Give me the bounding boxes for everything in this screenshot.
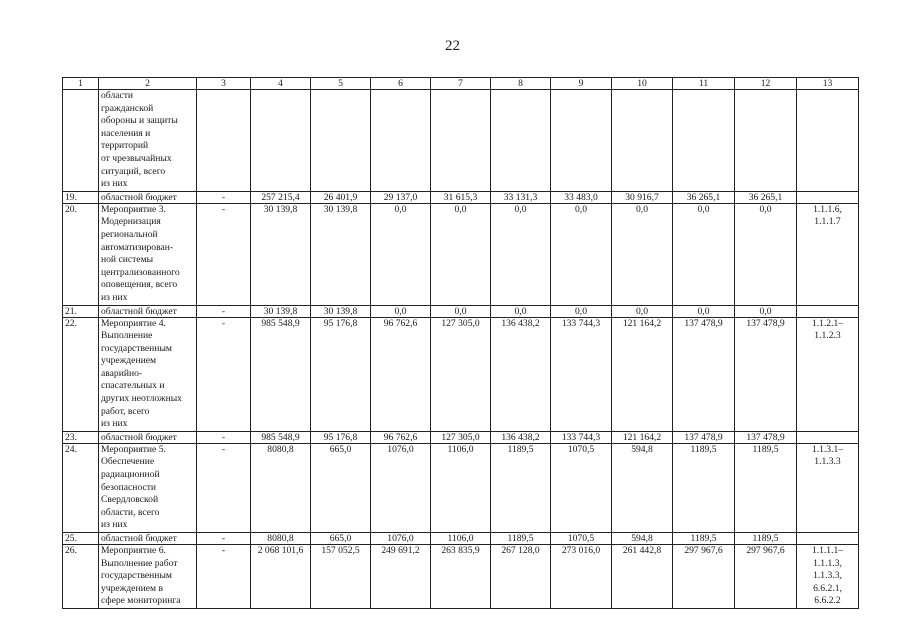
table-row (63, 533, 859, 545)
row-value: 0,0 (371, 305, 431, 317)
row-label: областной бюджет (99, 431, 197, 443)
row-value: 0,0 (431, 203, 491, 305)
row-value (431, 90, 491, 192)
row-value: 0,0 (673, 203, 735, 305)
column-header-6: 6 (371, 78, 431, 90)
row-value: 985 548,9 (251, 317, 311, 431)
table-row (63, 203, 859, 305)
row-value: 0,0 (491, 203, 551, 305)
row-value: 665,0 (311, 443, 371, 532)
row-label: Мероприятие 5. Обеспечение радиационной безопасности Свердловской области, всего из них (99, 443, 197, 532)
column-header-7: 7 (431, 78, 491, 90)
row-number: 24. (63, 443, 99, 532)
row-number: 22. (63, 317, 99, 431)
row-value (735, 90, 797, 192)
row-value: 1070,5 (551, 533, 612, 545)
row-value: 263 835,9 (431, 545, 491, 609)
row-source-mark (197, 90, 251, 192)
row-value: 8080,8 (251, 443, 311, 532)
row-label: областной бюджет (99, 533, 197, 545)
row-source-mark: - (197, 191, 251, 203)
column-header-11: 11 (673, 78, 735, 90)
row-value: 30 139,8 (311, 203, 371, 305)
row-value: 1106,0 (431, 533, 491, 545)
row-value: 8080,8 (251, 533, 311, 545)
row-value: 136 438,2 (491, 317, 551, 431)
row-value: 594,8 (612, 443, 673, 532)
row-value: 136 438,2 (491, 431, 551, 443)
row-value: 0,0 (735, 305, 797, 317)
row-value: 96 762,6 (371, 431, 431, 443)
row-value: 26 401,9 (311, 191, 371, 203)
row-value (251, 90, 311, 192)
column-header-1: 1 (63, 78, 99, 90)
row-value: 594,8 (612, 533, 673, 545)
row-value: 33 483,0 (551, 191, 612, 203)
column-header-13: 13 (797, 78, 859, 90)
row-value: 257 215,4 (251, 191, 311, 203)
row-value: 297 967,6 (735, 545, 797, 609)
row-value: 121 164,2 (612, 431, 673, 443)
row-value: 0,0 (673, 305, 735, 317)
row-value: 31 615,3 (431, 191, 491, 203)
row-value: 1076,0 (371, 443, 431, 532)
table-row (63, 90, 859, 192)
row-number: 23. (63, 431, 99, 443)
row-value: 127 305,0 (431, 317, 491, 431)
row-value: 249 691,2 (371, 545, 431, 609)
row-value: 1189,5 (673, 533, 735, 545)
row-value: 95 176,8 (311, 431, 371, 443)
row-target-code (797, 533, 859, 545)
table-row (63, 431, 859, 443)
row-value (491, 90, 551, 192)
row-value: 133 744,3 (551, 431, 612, 443)
row-value: 157 052,5 (311, 545, 371, 609)
table-row (63, 545, 859, 609)
row-source-mark: - (197, 443, 251, 532)
row-value: 1189,5 (735, 443, 797, 532)
row-value: 30 916,7 (612, 191, 673, 203)
row-value: 133 744,3 (551, 317, 612, 431)
row-target-code (797, 305, 859, 317)
column-header-2: 2 (99, 78, 197, 90)
row-number (63, 90, 99, 192)
row-value: 0,0 (491, 305, 551, 317)
table-row (63, 191, 859, 203)
row-value: 0,0 (551, 203, 612, 305)
row-target-code: 1.1.1.6, 1.1.1.7 (797, 203, 859, 305)
row-number: 19. (63, 191, 99, 203)
row-label: Мероприятие 6. Выполнение работ государственным учреждением в сфере мониторинга (99, 545, 197, 609)
row-target-code: 1.1.2.1– 1.1.2.3 (797, 317, 859, 431)
row-value: 30 139,8 (251, 203, 311, 305)
row-source-mark: - (197, 203, 251, 305)
row-value: 1189,5 (491, 443, 551, 532)
row-number: 20. (63, 203, 99, 305)
row-value: 30 139,8 (311, 305, 371, 317)
row-source-mark: - (197, 545, 251, 609)
row-value: 137 478,9 (735, 317, 797, 431)
row-value: 30 139,8 (251, 305, 311, 317)
budget-table (62, 77, 859, 609)
row-source-mark: - (197, 431, 251, 443)
table-row (63, 305, 859, 317)
row-value: 29 137,0 (371, 191, 431, 203)
column-header-8: 8 (491, 78, 551, 90)
column-header-4: 4 (251, 78, 311, 90)
row-value (311, 90, 371, 192)
row-value: 267 128,0 (491, 545, 551, 609)
row-target-code: 1.1.1.1– 1.1.1.3, 1.1.3.3, 6.6.2.1, 6.6.2.2 (797, 545, 859, 609)
row-value: 0,0 (612, 203, 673, 305)
row-value: 0,0 (371, 203, 431, 305)
row-value (612, 90, 673, 192)
row-value: 95 176,8 (311, 317, 371, 431)
row-label: областной бюджет (99, 191, 197, 203)
row-value: 273 016,0 (551, 545, 612, 609)
row-value: 0,0 (431, 305, 491, 317)
row-value: 121 164,2 (612, 317, 673, 431)
row-value: 96 762,6 (371, 317, 431, 431)
row-value: 36 265,1 (673, 191, 735, 203)
row-value: 36 265,1 (735, 191, 797, 203)
column-header-9: 9 (551, 78, 612, 90)
row-label: областной бюджет (99, 305, 197, 317)
row-value: 33 131,3 (491, 191, 551, 203)
row-value: 1189,5 (491, 533, 551, 545)
row-label: области гражданской обороны и защиты населения и территорий от чрезвычайных ситуаций, всего из них (99, 90, 197, 192)
table-row (63, 443, 859, 532)
row-label: Мероприятие 3. Модернизация региональной автоматизирован- ной системы централизованного оповещения, всего из них (99, 203, 197, 305)
row-value: 1070,5 (551, 443, 612, 532)
column-header-5: 5 (311, 78, 371, 90)
row-value: 1106,0 (431, 443, 491, 532)
row-value: 137 478,9 (735, 431, 797, 443)
row-target-code (797, 191, 859, 203)
row-value: 1076,0 (371, 533, 431, 545)
row-value: 137 478,9 (673, 317, 735, 431)
row-target-code (797, 90, 859, 192)
row-value: 0,0 (551, 305, 612, 317)
row-value (551, 90, 612, 192)
row-value: 0,0 (735, 203, 797, 305)
row-source-mark: - (197, 533, 251, 545)
row-value: 127 305,0 (431, 431, 491, 443)
header-row (63, 78, 859, 90)
row-value: 261 442,8 (612, 545, 673, 609)
row-target-code: 1.1.3.1– 1.1.3.3 (797, 443, 859, 532)
row-number: 25. (63, 533, 99, 545)
row-value (371, 90, 431, 192)
column-header-10: 10 (612, 78, 673, 90)
row-source-mark: - (197, 305, 251, 317)
row-value (673, 90, 735, 192)
row-label: Мероприятие 4. Выполнение государственным учреждением аварийно- спасательных и других неотложных работ, всего из них (99, 317, 197, 431)
row-number: 26. (63, 545, 99, 609)
row-number: 21. (63, 305, 99, 317)
row-target-code (797, 431, 859, 443)
page-number: 22 (445, 38, 460, 54)
row-value: 1189,5 (735, 533, 797, 545)
column-header-3: 3 (197, 78, 251, 90)
row-source-mark: - (197, 317, 251, 431)
row-value: 1189,5 (673, 443, 735, 532)
row-value: 2 068 101,6 (251, 545, 311, 609)
row-value: 137 478,9 (673, 431, 735, 443)
table-row (63, 317, 859, 431)
row-value: 0,0 (612, 305, 673, 317)
row-value: 665,0 (311, 533, 371, 545)
row-value: 985 548,9 (251, 431, 311, 443)
column-header-12: 12 (735, 78, 797, 90)
row-value: 297 967,6 (673, 545, 735, 609)
